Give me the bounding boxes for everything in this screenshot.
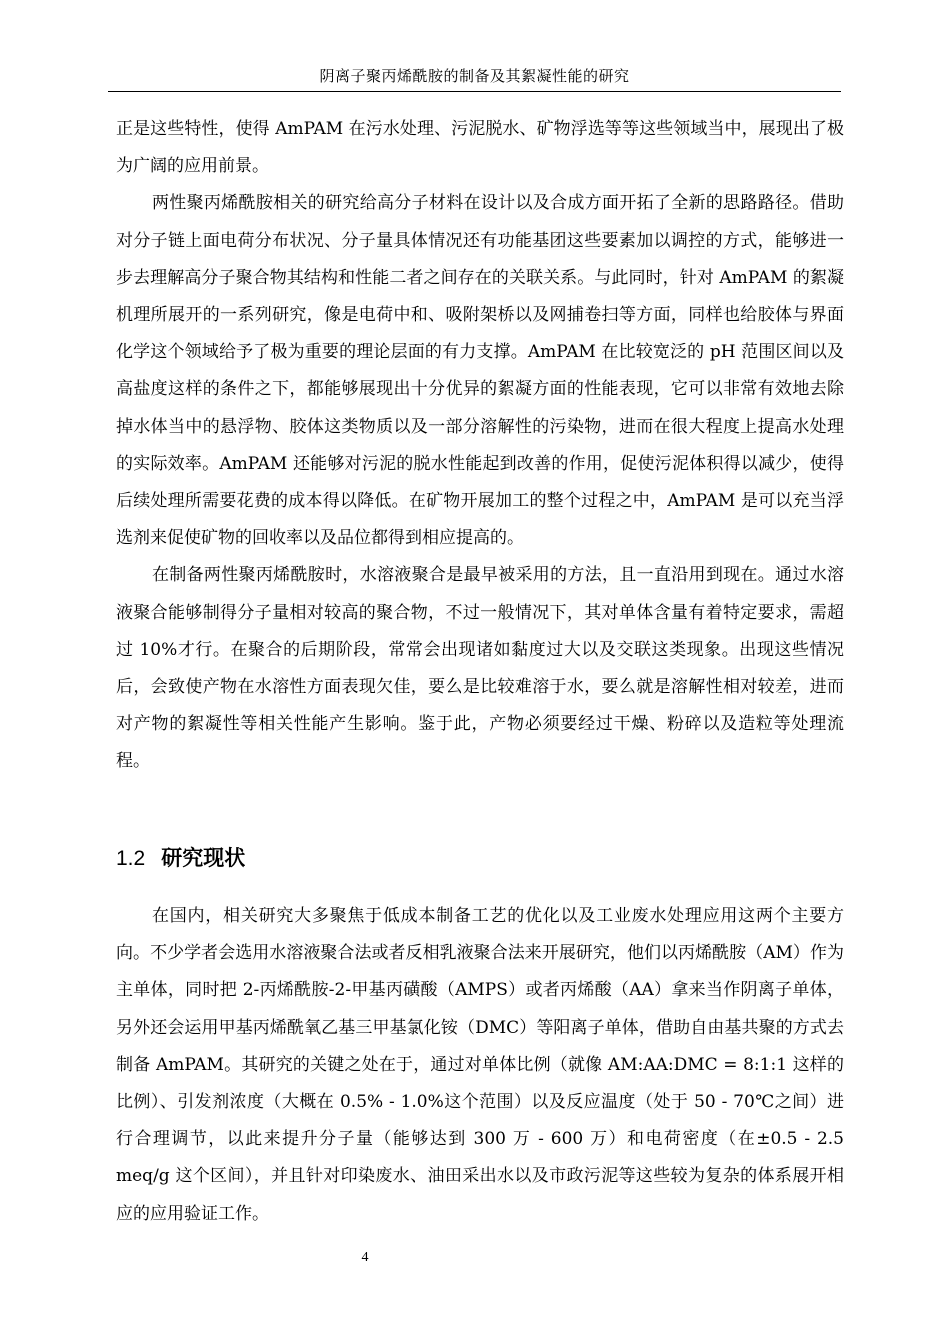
paragraph-domestic-research: 在国内，相关研究大多聚焦于低成本制备工艺的优化以及工业废水处理应用这两个主要方向。不少学者会选用水溶液聚合法或者反相乳液聚合法来开展研究，他们以丙烯酰胺（AM）作为主单体，同时把 2-丙烯酰胺-2-甲基丙磺酸（AMPS）或者丙烯酸（AA）拿来当作阴离子单体，另外还会运用甲基丙烯酰氧乙基三甲基氯化铵（DMC）等阳离子单体，借助自由基共聚的方式去制备 AmPAM。其研究的关键之处在于，通过对单体比例（就像 AM:AA:DMC = 8:1:1 这样的比例）、引发剂浓度（大概在 0.5% - 1.0%这个范围）以及反应温度（处于 50 - 70℃之间）进行合理调节，以此来提升分子量（能够达到 300 万 - 600 万）和电荷密度（在±0.5 - 2.5 meq/g 这个区间），并且针对印染废水、油田采出水以及市政污泥等这些较为复杂的体系展开相应的应用验证工作。 [116,906,844,1224]
header-rule [108,91,841,92]
running-header: 阴离子聚丙烯酰胺的制备及其絮凝性能的研究 [319,67,630,85]
paragraph-continuation: 正是这些特性，使得 AmPAM 在污水处理、污泥脱水、矿物浮选等等这些领域当中，展现出了极为广阔的应用前景。 [116,119,844,177]
section-body-text [116,898,844,1233]
body-text [116,111,844,781]
paragraph-research-significance: 两性聚丙烯酰胺相关的研究给高分子材料在设计以及合成方面开拓了全新的思路路径。借助对分子链上面电荷分布状况、分子量具体情况还有功能基团这些要素加以调控的方式，能够进一步去理解高分子聚合物其结构和性能二者之间存在的关联关系。与此同时，针对 AmPAM 的絮凝机理所展开的一系列研究，像是电荷中和、吸附架桥以及网捕卷扫等方面，同样也给胶体与界面化学这个领域给予了极为重要的理论层面的有力支撑。AmPAM 在比较宽泛的 pH 范围区间以及高盐度这样的条件之下，都能够展现出十分优异的絮凝方面的性能表现，它可以非常有效地去除掉水体当中的悬浮物、胶体这类物质以及一部分溶解性的污染物，进而在很大程度上提高水处理的实际效率。AmPAM 还能够对污泥的脱水性能起到改善的作用，促使污泥体积得以减少，使得后续处理所需要花费的成本得以降低。在矿物开展加工的整个过程之中，AmPAM 是可以充当浮选剂来促使矿物的回收率以及品位都得到相应提高的。 [116,193,844,549]
section-number: 1.2 [116,847,146,870]
section-heading [116,843,245,874]
paragraph-solution-polymerization: 在制备两性聚丙烯酰胺时，水溶液聚合是最早被采用的方法，且一直沿用到现在。通过水溶液聚合能够制得分子量相对较高的聚合物，不过一般情况下，其对单体含量有着特定要求，需超过 10%才行。在聚合的后期阶段，常常会出现诸如黏度过大以及交联这类现象。出现这些情况后，会致使产物在水溶性方面表现欠佳，要么是比较难溶于水，要么就是溶解性相对较差，进而对产物的絮凝性等相关性能产生影响。鉴于此，产物必须要经过干燥、粉碎以及造粒等处理流程。 [116,565,844,772]
section-title: 研究现状 [161,846,246,870]
page-number: 4 [361,1250,369,1265]
